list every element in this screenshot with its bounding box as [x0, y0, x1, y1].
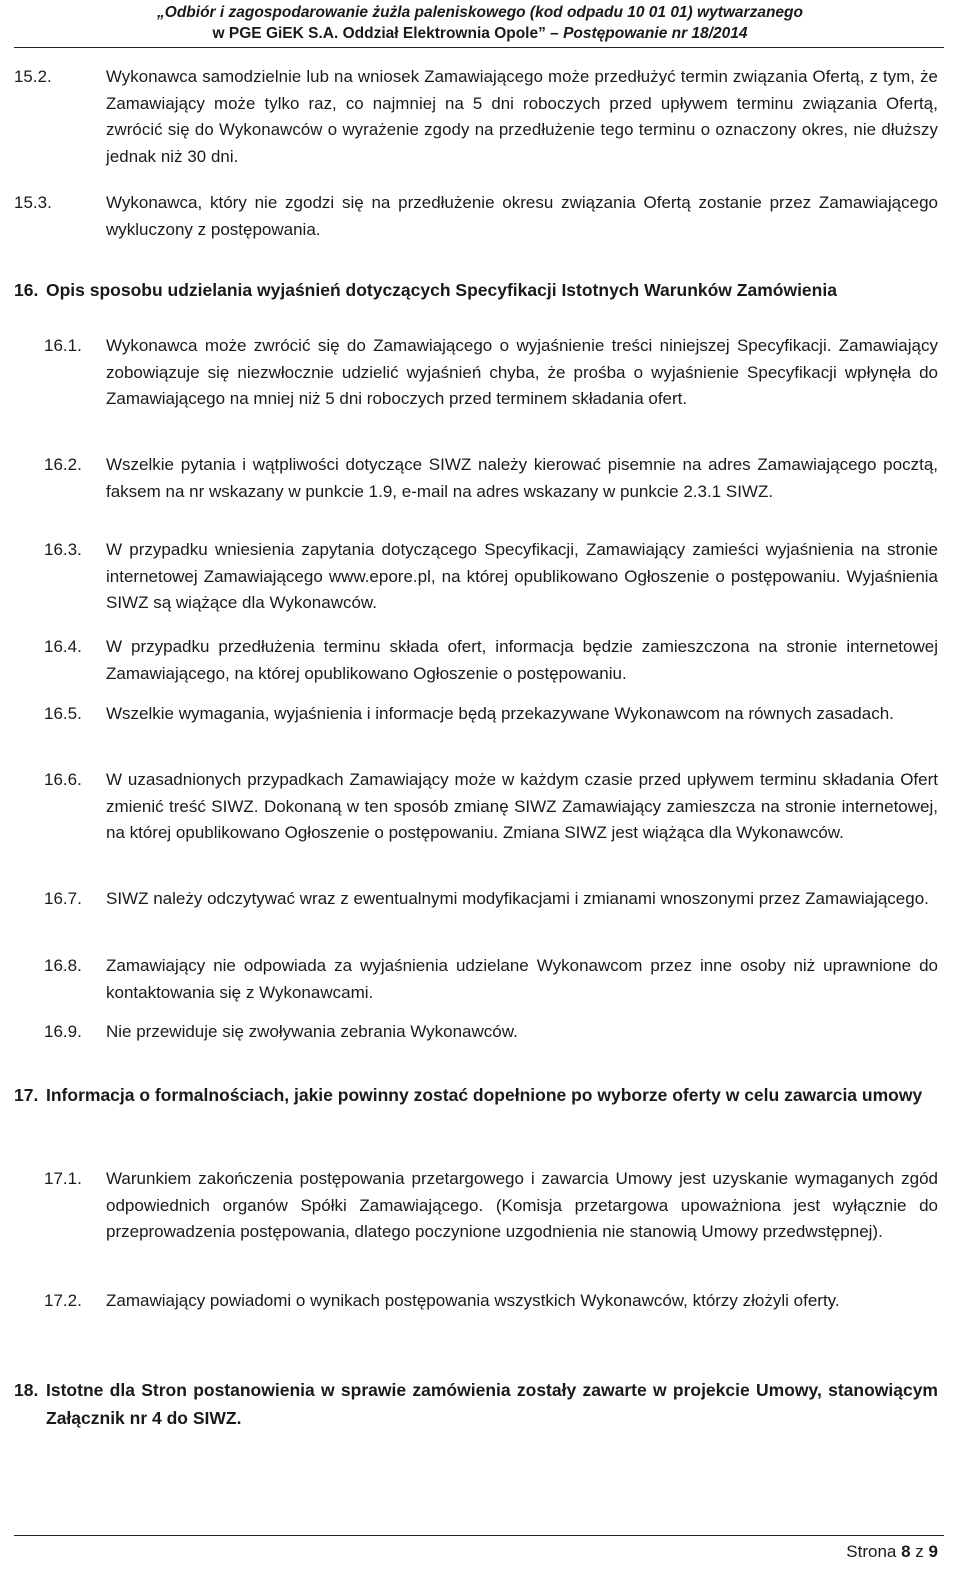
paragraph-16-1 — [14, 333, 938, 413]
header-procedure-number: Postępowanie nr 18/2014 — [563, 25, 748, 42]
paragraph-text: Wszelkie wymagania, wyjaśnienia i informacje będą przekazywane Wykonawcom na równych zasadach. — [106, 704, 894, 723]
footer-middle: z — [910, 1542, 929, 1561]
paragraph-16-6 — [14, 767, 938, 847]
section-18-heading — [14, 1376, 938, 1432]
paragraph-15-2 — [14, 64, 938, 170]
section-17-heading — [14, 1081, 938, 1109]
footer-prefix: Strona — [846, 1542, 902, 1561]
section-16-heading — [14, 276, 938, 304]
section-title: Opis sposobu udzielania wyjaśnień dotyczących Specyfikacji Istotnych Warunków Zamówienia — [46, 280, 837, 300]
page-header — [0, 2, 960, 44]
paragraph-16-5 — [14, 701, 938, 728]
paragraph-text: Wykonawca, który nie zgodzi się na przedłużenie okresu związania Ofertą zostanie przez Zamawiającego wykluczony z postępowania. — [106, 193, 938, 239]
paragraph-text: W przypadku przedłużenia terminu składa ofert, informacja będzie zamieszczona na stronie internetowej Zamawiającego, na której opublikowano Ogłoszenie o postępowaniu. — [106, 637, 938, 683]
paragraph-number: 16.5. — [44, 704, 82, 723]
paragraph-text: Nie przewiduje się zwoływania zebrania Wykonawców. — [106, 1022, 518, 1041]
paragraph-number: 17.2. — [44, 1291, 82, 1310]
footer-total-pages: 9 — [928, 1542, 938, 1561]
paragraph-16-9 — [14, 1019, 938, 1046]
section-number: 16. — [14, 280, 39, 300]
paragraph-number: 16.6. — [44, 770, 82, 789]
paragraph-16-8 — [14, 953, 938, 1006]
header-org: w PGE GiEK S.A. Oddział Elektrownia Opole” – — [212, 25, 564, 42]
header-divider — [14, 47, 944, 48]
paragraph-text: Zamawiający nie odpowiada za wyjaśnienia udzielane Wykonawcom przez inne osoby niż uprawnione do kontaktowania się z Wykonawcami. — [106, 956, 938, 1002]
paragraph-text: Wszelkie pytania i wątpliwości dotyczące SIWZ należy kierować pisemnie na adres Zamawiającego pocztą, faksem na nr wskazany w punkcie 1.9, e-mail na adres wskazany w punkcie 2.3.1 SIWZ. — [106, 455, 938, 501]
section-title: Istotne dla Stron postanowienia w sprawie zamówienia zostały zawarte w projekcie Umowy, stanowiącym Załącznik nr 4 do SIWZ. — [46, 1380, 938, 1428]
paragraph-17-1 — [14, 1166, 938, 1246]
header-title-line2 — [0, 23, 960, 44]
paragraph-text: Wykonawca może zwrócić się do Zamawiającego o wyjaśnienie treści niniejszej Specyfikacji. Zamawiający zobowiązuje się niezwłocznie udzielić wyjaśnień chyba, że prośba o wyjaśnienie Specyfikacji wpłynęła do Zamawiającego na mniej niż 5 dni roboczych przed terminem składania ofert. — [106, 336, 938, 408]
paragraph-15-3 — [14, 190, 938, 243]
paragraph-number: 16.1. — [44, 336, 82, 355]
paragraph-16-7 — [14, 886, 938, 913]
footer-divider — [14, 1535, 944, 1536]
paragraph-16-2 — [14, 452, 938, 505]
paragraph-text: W przypadku wniesienia zapytania dotyczącego Specyfikacji, Zamawiający zamieści wyjaśnienia na stronie internetowej Zamawiającego www.epore.pl, na której opublikowano Ogłoszenie o postępowaniu. Wyjaśnienia SIWZ są wiążące dla Wykonawców. — [106, 540, 938, 612]
paragraph-number: 17.1. — [44, 1169, 82, 1188]
paragraph-17-2 — [14, 1288, 938, 1315]
paragraph-number: 16.9. — [44, 1022, 82, 1041]
page-footer — [846, 1542, 938, 1562]
paragraph-number: 16.4. — [44, 637, 82, 656]
paragraph-16-4 — [14, 634, 938, 687]
paragraph-text: SIWZ należy odczytywać wraz z ewentualnymi modyfikacjami i zmianami wnoszonymi przez Zamawiającego. — [106, 889, 929, 908]
paragraph-number: 16.8. — [44, 956, 82, 975]
paragraph-text: Warunkiem zakończenia postępowania przetargowego i zawarcia Umowy jest uzyskanie wymaganych zgód odpowiednich organów Spółki Zamawiającego. (Komisja przetargowa upoważniona jest wyłącznie do przeprowadzenia postępowania, dlatego poczynione uzgodnienia nie stanowią Umowy przedwstępnej). — [106, 1169, 938, 1241]
paragraph-16-3 — [14, 537, 938, 617]
paragraph-number: 15.3. — [14, 193, 52, 212]
footer-page-number: 8 — [901, 1542, 911, 1561]
paragraph-text: Zamawiający powiadomi o wynikach postępowania wszystkich Wykonawców, którzy złożyli oferty. — [106, 1291, 840, 1310]
section-number: 18. — [14, 1380, 39, 1400]
paragraph-number: 16.3. — [44, 540, 82, 559]
paragraph-number: 16.7. — [44, 889, 82, 908]
header-title-line1: „Odbiór i zagospodarowanie żużla paleniskowego (kod odpadu 10 01 01) wytwarzanego — [157, 4, 803, 21]
section-number: 17. — [14, 1085, 39, 1105]
paragraph-number: 15.2. — [14, 67, 52, 86]
paragraph-text: Wykonawca samodzielnie lub na wniosek Zamawiającego może przedłużyć termin związania Ofertą, z tym, że Zamawiający może tylko raz, co najmniej na 5 dni roboczych przed upływem terminu związania Ofertą, zwrócić się do Wykonawców o wyrażenie zgody na przedłużenie tego terminu o oznaczony okres, nie dłuższy jednak niż 30 dni. — [106, 67, 938, 166]
paragraph-text: W uzasadnionych przypadkach Zamawiający może w każdym czasie przed upływem terminu składania Ofert zmienić treść SIWZ. Dokonaną w ten sposób zmianę SIWZ Zamawiający zamieszcza na stronie internetowej, na której opublikowano Ogłoszenie o postępowaniu. Zmiana SIWZ jest wiążąca dla Wykonawców. — [106, 770, 938, 842]
section-title: Informacja o formalnościach, jakie powinny zostać dopełnione po wyborze oferty w celu zawarcia umowy — [46, 1085, 923, 1105]
paragraph-number: 16.2. — [44, 455, 82, 474]
